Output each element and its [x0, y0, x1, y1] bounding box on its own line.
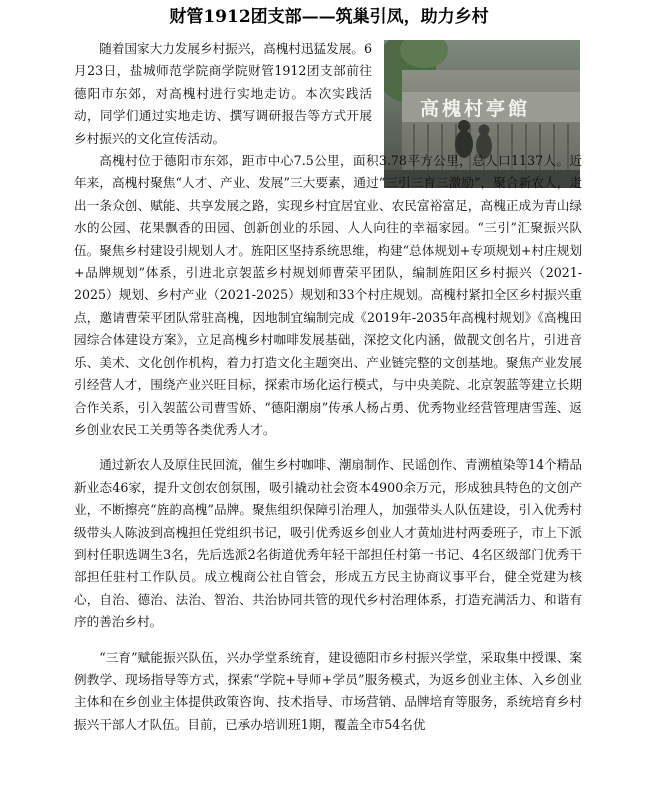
paragraph-training: “三育”赋能振兴队伍，兴办学堂系统育，建设德阳市乡村振兴学堂，采取集中授课、案例教学、现场指导等方式，探索“学院+导师+学员”服务模式，为返乡创业主体、入乡创业主体和在乡创业主体提供政策咨询、技术指导、市场营销、品牌培育等服务，系统培育乡村振兴干部人才队伍。目前，已承办培训班1期，覆盖全市54名优: [74, 649, 582, 732]
page-title: 财管1912团支部——筑巢引凤，助力乡村: [169, 7, 489, 27]
paragraph-industry: 通过新农人及原住民回流，催生乡村咖啡、潮扇制作、民谣创作、青溯植染等14个精品新业态46家，提升文创农创氛围，吸引撬动社会资本4900余万元，形成独具特色的文创产业，不断擦亮“旌韵高槐”品牌。聚焦组织保障引治理人，加强带头人队伍建设，引入优秀村级带头人陈波到高槐担任党组织书记，吸引优秀返乡创业人才黄灿进村两委班子，市上下派到村任职选调生3名，先后选派2名街道优秀年轻干部担任村第一书记、4名区级部门优秀干部担任驻村工作队员。成立槐商公社自管会，形成五方民主协商议事平台，健全党建为核心，自治、德治、法治、智治、共治协同共管的现代乡村治理体系，打造充满活力、和谐有序的善治乡村。: [74, 457, 582, 630]
paragraph-intro: 随着国家大力发展乡村振兴，高槐村迅猛发展。6月23日，盐城师范学院商学院财管1912团支部前往德阳市东郊，对高槐村进行实地走访。本次实践活动，同学们通过实地走访、撰写调研报告等方式开展乡村振兴的文化宣传活动。: [74, 41, 372, 146]
photo-sign-text: 高槐村亭館: [420, 98, 531, 120]
paragraph-village: 高槐村位于德阳市东郊，距市中心7.5公里，面积3.78平方公里，总人口1137人。近年来，高槐村聚焦“人才、产业、发展”三大要素，通过“三引三育三激励”，聚合新农人，走出一条众创、赋能、共享发展之路，实现乡村宜居宜业、农民富裕富足，高槐正成为青山绿水的公园、花果飘香的田园、创新创业的乐园、人人向往的幸福家园。“三引”汇聚振兴队伍。聚焦乡村建设引规划人才。旌阳区坚持系统思维，构建“总体规划+专项规划+村庄规划+品牌规划”体系，引进北京袈蓝乡村规划师曹荣平团队，编制旌阳区乡村振兴（2021-2025）规划、乡村产业（2021-2025）规划和33个村庄规划。高槐村紧扣全区乡村振兴重点，邀请曹荣平团队常驻高槐，因地制宜编制完成《2019年-2035年高槐村规划》《高槐田园综合体建设方案》，立足高槐乡村咖啡发展基础，深挖文化内涵，做靓文创名片，引进音乐、美术、文化创作机构，着力打造文化主题突出、产业链完整的文创基地。聚焦产业发展引经营人才，围绕产业兴旺目标，探索市场化运行模式，与中央美院、北京袈蓝等建立长期合作关系，引入袈蓝公司曹雪娇、“德阳潮扇”传承人杨占勇、优秀物业经营管理唐雪莲、返乡创业农民工关勇等各类优秀人才。: [74, 153, 582, 437]
article-body: [74, 38, 582, 736]
